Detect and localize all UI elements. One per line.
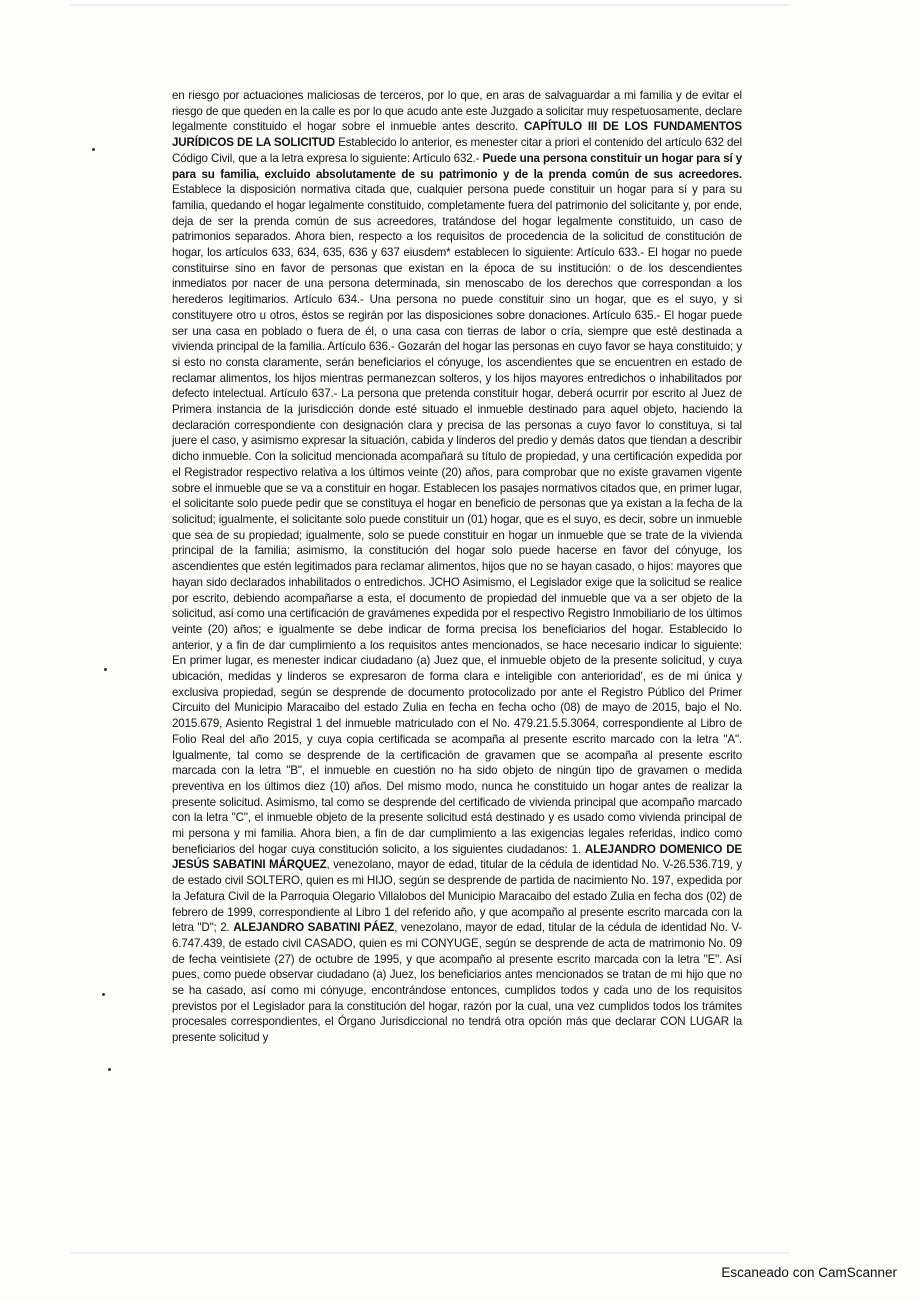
text-segment: CON LUGAR (660, 1015, 729, 1029)
bottom-bleed-through (70, 1252, 790, 1254)
text-segment: , venezolano, mayor de edad, titular de la cédula de identidad No. V-6.747.439, de estado civil CASADO, quien es mi CONYUGE, según se desprende de acta de matrimonio No. 09 de fecha veintisiete (27) de octubre de 1995, y que acompaño al presente escrito marcada con la letra "E". Así pues, como puede observar ciudadano (a) Juez, los beneficiarios antes mencionados se tratan de mi hijo que no se ha casado, así como mi cónyuge, encontrándose entonces, cumplidos todos y cada uno de los requisitos previstos por el Legislador para la constitución del hogar, razón por la cual, una vez cumplidos todos los trámites procesales correspondientes, el Órgano Jurisdiccional no tendrá otra opción más que declarar (172, 921, 742, 1029)
scan-dot (102, 993, 105, 996)
beneficiary-name-2: ALEJANDRO SABATINI PÁEZ (233, 921, 395, 935)
scan-dot (104, 668, 107, 671)
chapter-heading: CAPÍTULO III DE LOS FUNDAMENTOS JURÍDICOS DE LA SOLICITUD (172, 120, 742, 150)
text-segment: Establecido lo anterior, es menester citar a priori el contenido del artículo 632 del Código Civil, que a la letra expresa lo siguiente: Artículo 632.- (172, 136, 742, 165)
text-segment: , venezolano, mayor de edad, titular de la cédula de identidad No. V-26.536.719, y de estado civil SOLTERO, quien es mi HIJO, según se desprende de partida de nacimiento No. 197, expedida por la Jefatura Civil de la Parroquia Olegario Villalobos del Municipio Maracaibo del estado Zulia en fecha dos (02) de febrero de 1999, correspondiente al Libro 1 del referido año, y que acompaño al presente escrito marcada con la letra "D"; 2. (172, 858, 742, 935)
scan-dot (108, 1068, 111, 1071)
scanner-watermark: Escaneado con CamScanner (721, 1265, 897, 1280)
scan-dot (92, 148, 95, 151)
text-segment: la presente solicitud y (172, 1015, 743, 1045)
text-segment: en riesgo por actuaciones maliciosas de terceros, por lo que, en aras de salvaguardar a mi familia y de evitar el riesgo de que queden en la calle es por lo que acudo ante este Juzgado a solicitar muy respetuosamente, declare legalmente constituido el hogar sobre el inmueble antes descrito. (172, 89, 742, 134)
beneficiary-name-1: ALEJANDRO DOMENICO DE JESÚS SABATINI MÁRQUEZ (172, 842, 742, 872)
top-bleed-through (70, 4, 790, 6)
text-segment: Establece la disposición normativa citada que, cualquier persona puede constituir un hogar para sí y para su familia, quedando el hogar legalmente constituido, completamente fuera del patrimonio del solicitante y, por ende, deja de ser la prenda común de sus acreedores, tratándose del hogar legalmente constituido, un caso de patrimonios separados. Ahora bien, respecto a los requisitos de procedencia de la solicitud de constitución de hogar, los artículos 633, 634, 635, 636 y 637 eiusdem* establecen lo siguiente: Artículo 633.- El hogar no puede constituirse sino en favor de personas que existan en la época de su institución: o de los descendientes inmediatos por nacer de una persona determinada, sin menoscabo de los derechos que correspondan a los herederos legitimarios. Artículo 634.- Una persona no puede constituir sino un hogar, que es el suyo, y si constituyere otro u otros, éstos se regirán por las disposiciones sobre donaciones. Artículo 635.- El hogar puede ser una casa en poblado o fuera de él, o una casa con tierras de labor o cría, siempre que esté destinada a vivienda principal de la familia. Artículo 636.- Gozarán del hogar las personas en cuyo favor se haya constituido; y si esto no consta claramente, serán beneficiarios el cónyuge, los ascendientes que se encuentren en estado de reclamar alimentos, los hijos mientras permanezcan solteros, y los hijos mayores entredichos o inhabilitados por defecto intelectual. Artículo 637.- La persona que pretenda constituir hogar, deberá ocurrir por escrito al Juez de Primera instancia de la jurisdicción donde esté situado el inmueble destinado para aquel objeto, haciendo la declaración correspondiente con designación clara y precisa de las personas a cuyo favor lo constituya, si tal juere el caso, y asimismo expresar la situación, cabida y linderos del predio y demás datos que tiendan a describir dicho inmueble. Con la solicitud mencionada acompañará su título de propiedad, y una certificación expedida por el Registrador respectivo relativa a los últimos veinte (20) años, para comprobar que no existe gravamen vigente sobre el inmueble que se va a constituir en hogar. Establecen los pasajes normativos citados que, en primer lugar, el solicitante solo puede pedir que se constituya el hogar en beneficio de personas que ya existan a la fecha de la solicitud; igualmente, el solicitante solo puede constituir un (01) hogar, que es el suyo, es decir, sobre un inmueble que sea de su propiedad; igualmente, solo se puede constituir en hogar un inmueble que se trate de la vivienda principal de la familia; asimismo, la constitución del hogar solo puede hacerse en favor del cónyuge, los ascendientes que estén legitimados para reclamar alimentos, hijos que no se hayan casado, o hijos: mayores que hayan sido declarados inhabilitados o entredichos. JCHO Asimismo, el Legislador exige que la solicitud se realice por escrito, debiendo acompañarse a esta, el documento de propiedad del inmueble que va a ser objeto de la solicitud, así como una certificación de gravámenes expedida por el respectivo Registro Inmobiliario de los últimos veinte (20) años; e igualmente se debe indicar de forma precisa los beneficiarios del hogar. Establecido lo anterior, y a fin de dar cumplimiento a los requisitos antes mencionados, se hace necesario indicar lo siguiente: En primer lugar, es menester indicar ciudadano (a) Juez que, el inmueble objeto de la presente solicitud, y cuya ubicación, medidas y linderos se expresaron de forma clara e inteligible con anterioridad', es de mi única y exclusiva propiedad, según se desprende de documento protocolizado por ante el Registro Público del Primer Circuito del Municipio Maracaibo del estado Zulia en fecha en fecha ocho (08) de mayo de 2015, bajo el No. 2015.679, Asiento Registral 1 del inmueble matriculado con el No. 479.21.5.5.3064, correspondiente al Libro de Folio Real del año 2015, y cuya copia certificada se acompaña al presente escrito marcado con la letra "A". Igualmente, tal como se desprende de la certificación de gravamen que se acompaña al presente escrito marcada con la letra "B", el inmueble en cuestión no ha sido objeto de ningún tipo de gravamen o medida preventiva en los últimos diez (10) años. Del mismo modo, nunca he constituido un hogar antes de realizar la presente solicitud. Asimismo, tal como se desprende del certificado de vivienda principal que acompaño marcado con la letra "C", el inmueble objeto de la presente solicitud está destinado y es usado como vivienda principal de mi persona y mi familia. Ahora bien, a fin de dar cumplimiento a las exigencias legales referidas, indico como beneficiarios del hogar cuya constitución solicito, a los siguientes ciudadanos: 1. (172, 183, 743, 856)
article-632-quote: Puede una persona constituir un hogar para sí y para su familia, excluido absolutamente de su patrimonio y de la prenda común de sus acreedores. (172, 151, 742, 181)
document-body (172, 88, 742, 1046)
